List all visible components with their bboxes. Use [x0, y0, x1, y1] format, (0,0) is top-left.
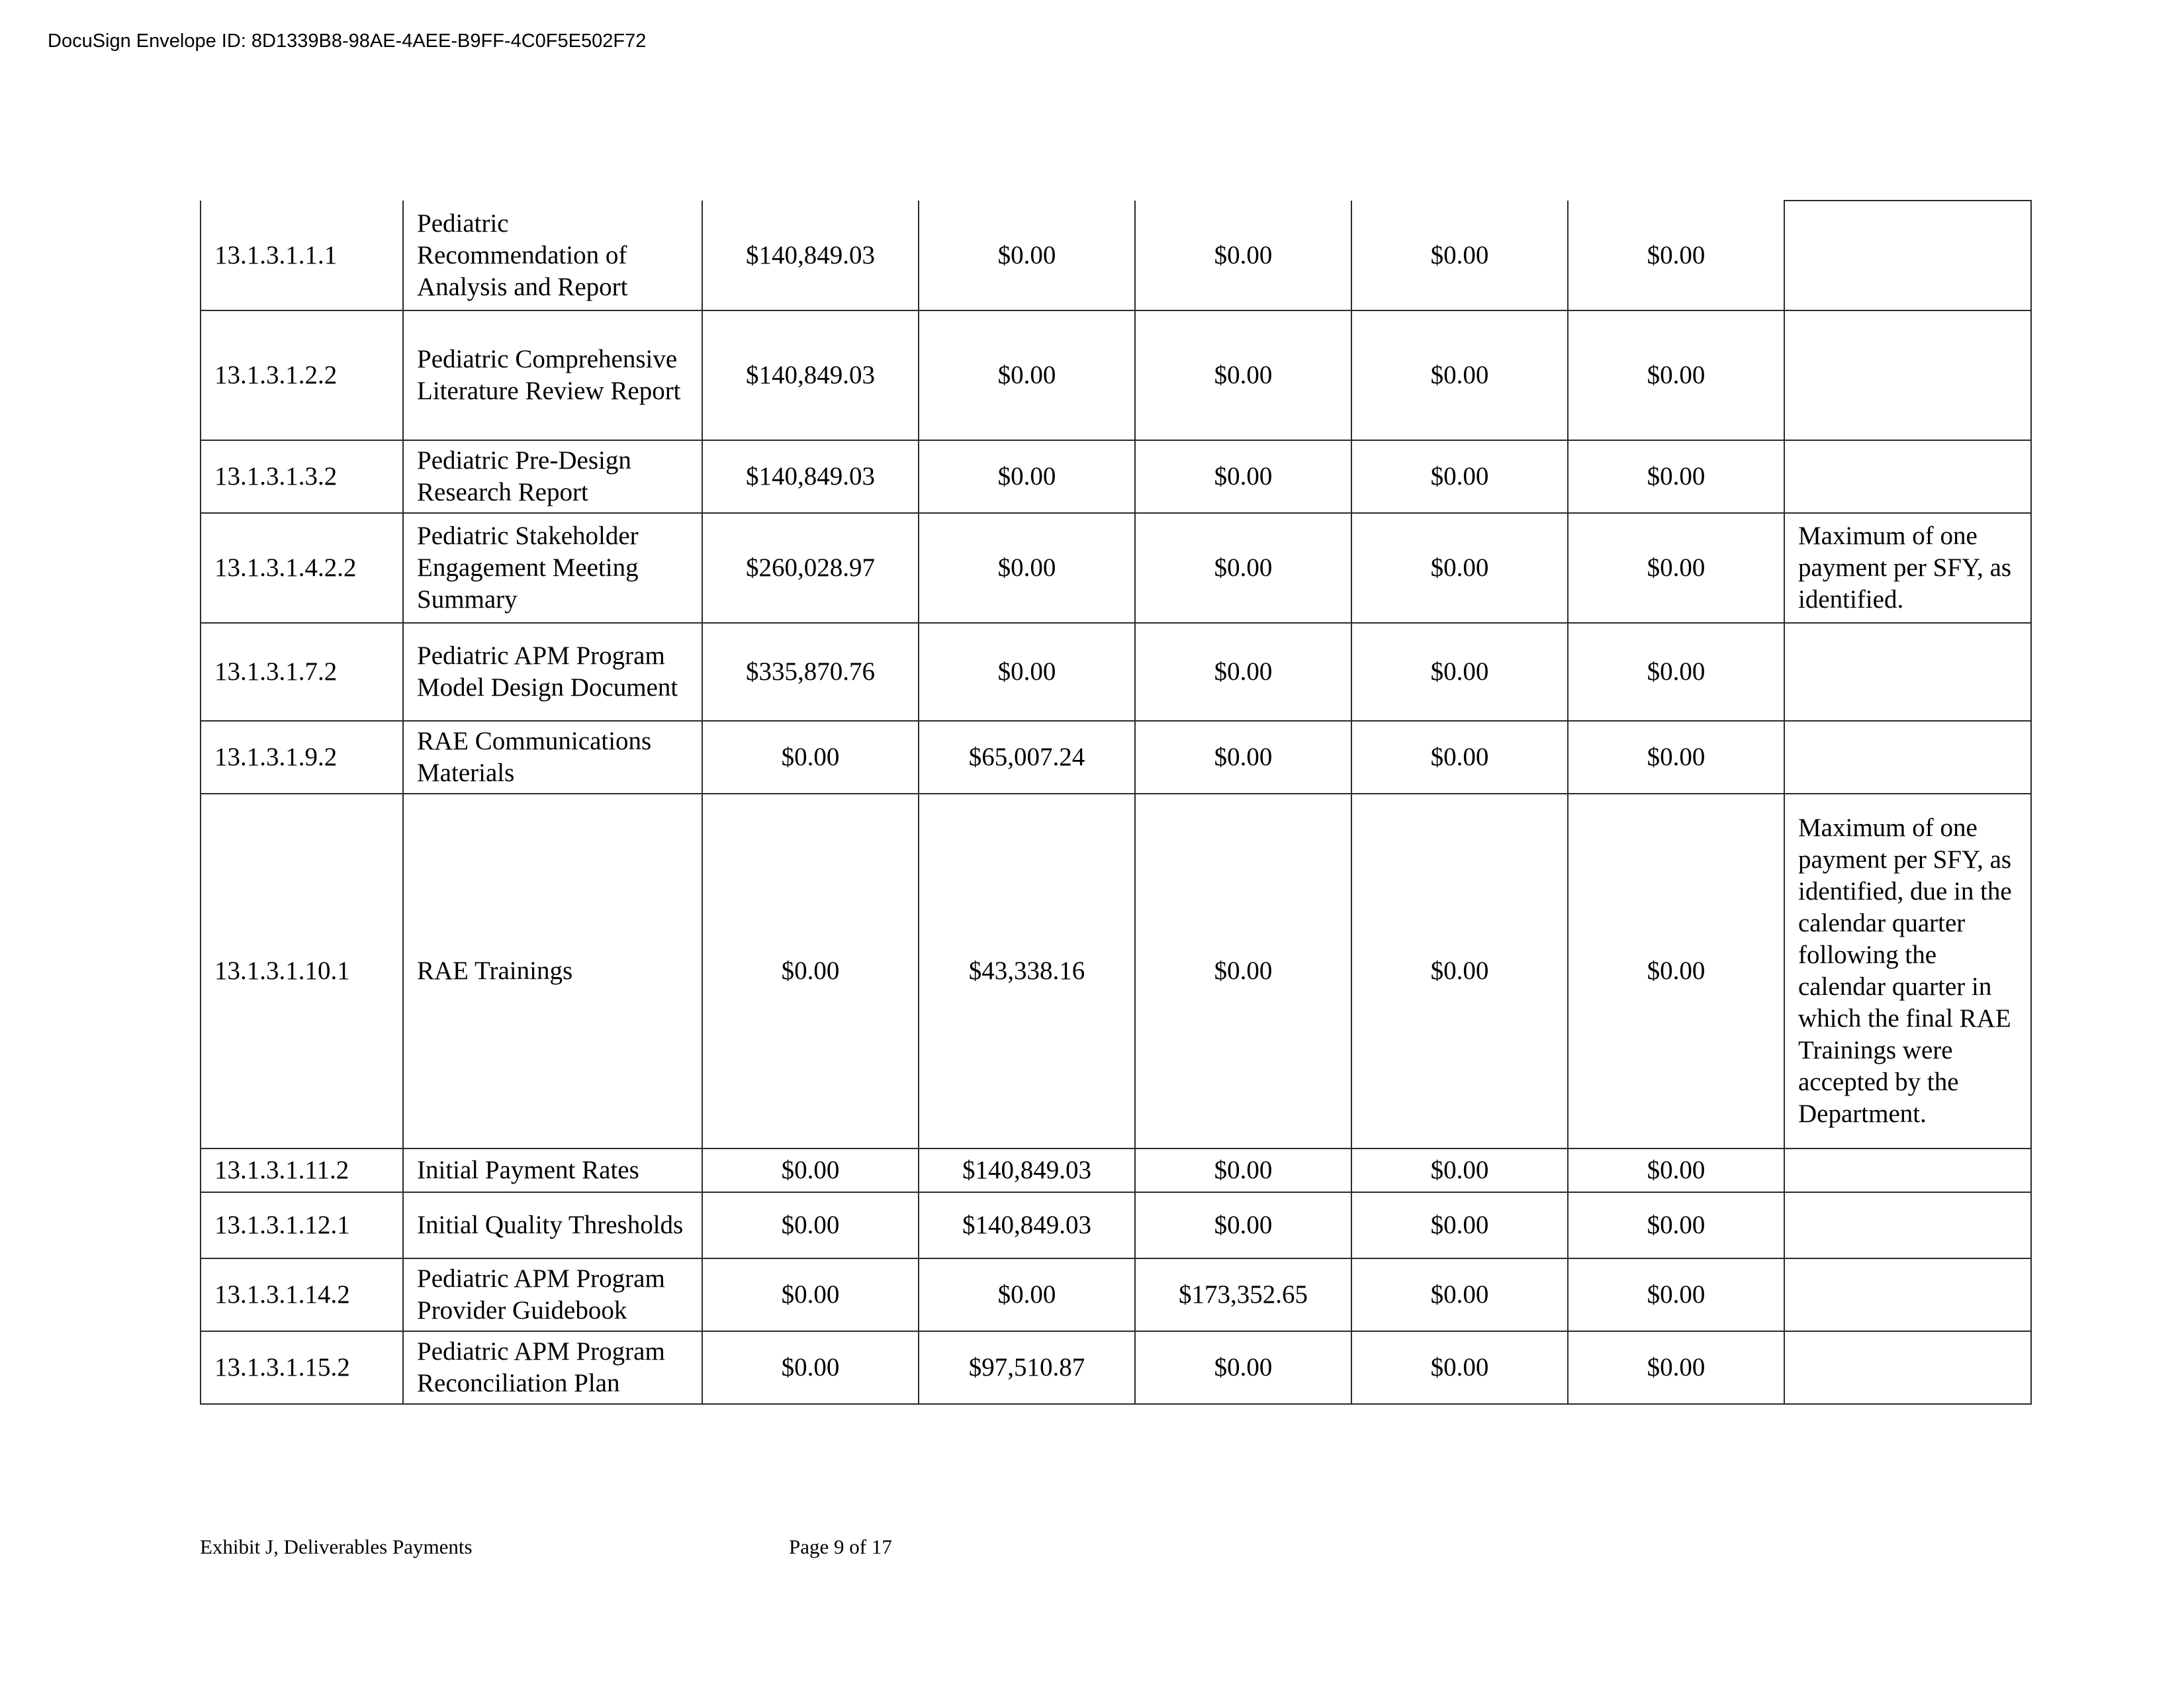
payment-note-cell: Maximum of one payment per SFY, as identified, due in the calendar quarter following the calendar quarter in which the final RAE Trainings were accepted by the Department. [1784, 794, 2031, 1149]
payment-amount-cell: $0.00 [1351, 201, 1568, 310]
payment-amount-cell: $0.00 [1135, 440, 1351, 513]
payment-amount-cell: $0.00 [1568, 1331, 1784, 1404]
table-row [201, 310, 2031, 440]
table-row [201, 1331, 2031, 1404]
deliverable-id-cell: 13.1.3.1.2.2 [201, 310, 403, 440]
payment-amount-cell: $0.00 [1351, 623, 1568, 721]
payment-amount-cell: $65,007.24 [919, 721, 1135, 794]
payment-amount-cell: $260,028.97 [702, 513, 919, 623]
payment-amount-cell: $0.00 [1568, 513, 1784, 623]
table-row [201, 1149, 2031, 1192]
payment-amount-cell: $0.00 [702, 1258, 919, 1331]
payment-amount-cell: $0.00 [1135, 310, 1351, 440]
payment-amount-cell: $0.00 [1568, 623, 1784, 721]
deliverable-id-cell: 13.1.3.1.1.1 [201, 201, 403, 310]
deliverable-name-cell: Initial Quality Thresholds [403, 1192, 702, 1258]
payment-amount-cell: $0.00 [1351, 513, 1568, 623]
deliverable-id-cell: 13.1.3.1.14.2 [201, 1258, 403, 1331]
payment-note-cell [1784, 1258, 2031, 1331]
deliverables-payments-table [200, 200, 2032, 1405]
payment-note-cell [1784, 201, 2031, 310]
payment-amount-cell: $0.00 [1568, 1192, 1784, 1258]
payment-amount-cell: $0.00 [1351, 721, 1568, 794]
deliverable-name-cell: Pediatric APM Program Provider Guidebook [403, 1258, 702, 1331]
payment-note-cell [1784, 721, 2031, 794]
payment-amount-cell: $0.00 [1568, 440, 1784, 513]
payment-amount-cell: $0.00 [702, 1192, 919, 1258]
payment-amount-cell: $0.00 [702, 794, 919, 1149]
deliverable-name-cell: RAE Communications Materials [403, 721, 702, 794]
table-row [201, 1192, 2031, 1258]
payment-amount-cell: $0.00 [1135, 721, 1351, 794]
payment-amount-cell: $0.00 [919, 201, 1135, 310]
deliverable-id-cell: 13.1.3.1.3.2 [201, 440, 403, 513]
deliverable-name-cell: Pediatric Pre-Design Research Report [403, 440, 702, 513]
deliverable-id-cell: 13.1.3.1.11.2 [201, 1149, 403, 1192]
payment-amount-cell: $0.00 [1135, 513, 1351, 623]
footer-exhibit-title: Exhibit J, Deliverables Payments [200, 1535, 473, 1558]
deliverable-id-cell: 13.1.3.1.7.2 [201, 623, 403, 721]
footer-page-number: Page 9 of 17 [789, 1535, 892, 1558]
payment-note-cell [1784, 1192, 2031, 1258]
payment-amount-cell: $0.00 [1135, 1149, 1351, 1192]
payment-amount-cell: $0.00 [919, 1258, 1135, 1331]
payment-amount-cell: $0.00 [1351, 1331, 1568, 1404]
table-row [201, 513, 2031, 623]
table-row [201, 794, 2031, 1149]
deliverable-id-cell: 13.1.3.1.4.2.2 [201, 513, 403, 623]
payment-amount-cell: $0.00 [1351, 440, 1568, 513]
deliverable-name-cell: Pediatric Comprehensive Literature Review Report [403, 310, 702, 440]
payment-amount-cell: $0.00 [1135, 1192, 1351, 1258]
payment-note-cell [1784, 623, 2031, 721]
deliverable-id-cell: 13.1.3.1.15.2 [201, 1331, 403, 1404]
payment-amount-cell: $173,352.65 [1135, 1258, 1351, 1331]
payment-amount-cell: $0.00 [1568, 721, 1784, 794]
table-row [201, 201, 2031, 310]
payment-amount-cell: $140,849.03 [702, 201, 919, 310]
payment-amount-cell: $0.00 [1568, 794, 1784, 1149]
table-row [201, 440, 2031, 513]
deliverable-id-cell: 13.1.3.1.9.2 [201, 721, 403, 794]
deliverable-name-cell: Pediatric Stakeholder Engagement Meeting Summary [403, 513, 702, 623]
payment-amount-cell: $335,870.76 [702, 623, 919, 721]
deliverable-id-cell: 13.1.3.1.10.1 [201, 794, 403, 1149]
deliverable-name-cell: Pediatric APM Program Model Design Document [403, 623, 702, 721]
envelope-id: DocuSign Envelope ID: 8D1339B8-98AE-4AEE-B9FF-4C0F5E502F72 [48, 30, 647, 52]
deliverable-id-cell: 13.1.3.1.12.1 [201, 1192, 403, 1258]
payment-amount-cell: $140,849.03 [919, 1192, 1135, 1258]
table-row [201, 1258, 2031, 1331]
payment-note-cell [1784, 310, 2031, 440]
payment-amount-cell: $140,849.03 [919, 1149, 1135, 1192]
payment-amount-cell: $0.00 [919, 513, 1135, 623]
payment-amount-cell: $0.00 [702, 1331, 919, 1404]
payment-amount-cell: $0.00 [1568, 201, 1784, 310]
payment-amount-cell: $140,849.03 [702, 310, 919, 440]
payment-amount-cell: $0.00 [1135, 794, 1351, 1149]
deliverable-name-cell: Pediatric Recommendation of Analysis and Report [403, 201, 702, 310]
payment-amount-cell: $0.00 [1135, 1331, 1351, 1404]
payment-amount-cell: $0.00 [919, 310, 1135, 440]
payment-amount-cell: $0.00 [1351, 1149, 1568, 1192]
payment-amount-cell: $43,338.16 [919, 794, 1135, 1149]
payment-amount-cell: $0.00 [702, 721, 919, 794]
table-row [201, 623, 2031, 721]
payment-note-cell [1784, 1149, 2031, 1192]
payment-amount-cell: $0.00 [919, 440, 1135, 513]
payment-amount-cell: $0.00 [1568, 1149, 1784, 1192]
payment-amount-cell: $0.00 [1351, 1258, 1568, 1331]
payment-amount-cell: $140,849.03 [702, 440, 919, 513]
table-body [201, 201, 2031, 1404]
payment-amount-cell: $0.00 [1568, 310, 1784, 440]
payment-amount-cell: $0.00 [702, 1149, 919, 1192]
payment-note-cell [1784, 440, 2031, 513]
deliverable-name-cell: Initial Payment Rates [403, 1149, 702, 1192]
payment-amount-cell: $0.00 [1351, 794, 1568, 1149]
payment-note-cell [1784, 1331, 2031, 1404]
deliverable-name-cell: Pediatric APM Program Reconciliation Plan [403, 1331, 702, 1404]
payment-amount-cell: $0.00 [1135, 623, 1351, 721]
payment-amount-cell: $97,510.87 [919, 1331, 1135, 1404]
table-row [201, 721, 2031, 794]
payment-amount-cell: $0.00 [1568, 1258, 1784, 1331]
payment-amount-cell: $0.00 [919, 623, 1135, 721]
payment-amount-cell: $0.00 [1135, 201, 1351, 310]
deliverable-name-cell: RAE Trainings [403, 794, 702, 1149]
payment-amount-cell: $0.00 [1351, 1192, 1568, 1258]
payment-amount-cell: $0.00 [1351, 310, 1568, 440]
payment-note-cell: Maximum of one payment per SFY, as identified. [1784, 513, 2031, 623]
